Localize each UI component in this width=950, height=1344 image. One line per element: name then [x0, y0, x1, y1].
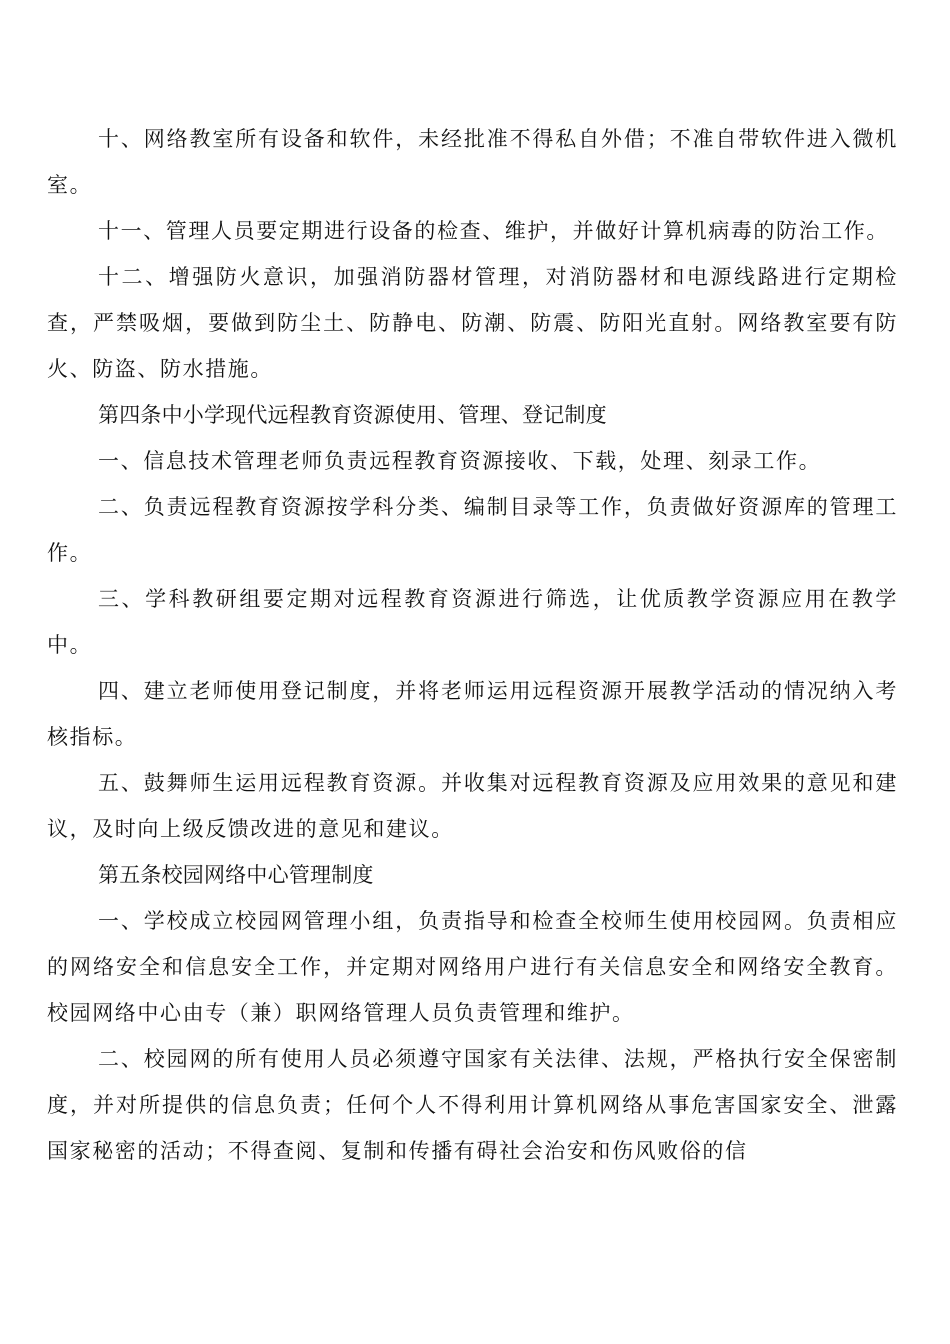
article-4-item-4: 四、建立老师使用登记制度，并将老师运用远程资源开展教学活动的情况纳入考核指标。	[47, 679, 898, 749]
paragraph-12: 十二、增强防火意识，加强消防器材管理，对消防器材和电源线路进行定期检查，严禁吸烟，要做到防尘土、防静电、防潮、防震、防阳光直射。网络教室要有防火、防盗、防水措施。	[47, 265, 898, 381]
article-4-item-3: 三、学科教研组要定期对远程教育资源进行筛选，让优质教学资源应用在教学中。	[47, 587, 898, 657]
paragraph-10: 十、网络教室所有设备和软件，未经批准不得私自外借；不准自带软件进入微机室。	[47, 127, 898, 197]
article-4-item-2: 二、负责远程教育资源按学科分类、编制目录等工作，负责做好资源库的管理工作。	[47, 495, 898, 565]
article-5-heading: 第五条校园网络中心管理制度	[98, 863, 374, 887]
article-4-item-5: 五、鼓舞师生运用远程教育资源。并收集对远程教育资源及应用效果的意见和建议，及时向上级反馈改进的意见和建议。	[47, 771, 898, 841]
paragraph-11: 十一、管理人员要定期进行设备的检查、维护，并做好计算机病毒的防治工作。	[98, 219, 889, 243]
article-4-heading: 第四条中小学现代远程教育资源使用、管理、登记制度	[98, 403, 607, 427]
article-4-item-1: 一、信息技术管理老师负责远程教育资源接收、下载，处理、刻录工作。	[98, 449, 822, 473]
document-page	[47, 116, 898, 1174]
article-5-item-1: 一、学校成立校园网管理小组，负责指导和检查全校师生使用校园网。负责相应的网络安全和信息安全工作，并定期对网络用户进行有关信息安全和网络安全教育。校园网络中心由专（兼）职网络管理人员负责管理和维护。	[47, 909, 898, 1025]
article-5-item-2: 二、校园网的所有使用人员必须遵守国家有关法律、法规，严格执行安全保密制度，并对所提供的信息负责；任何个人不得利用计算机网络从事危害国家安全、泄露国家秘密的活动；不得查阅、复制和传播有碍社会治安和伤风败俗的信	[47, 1047, 898, 1163]
